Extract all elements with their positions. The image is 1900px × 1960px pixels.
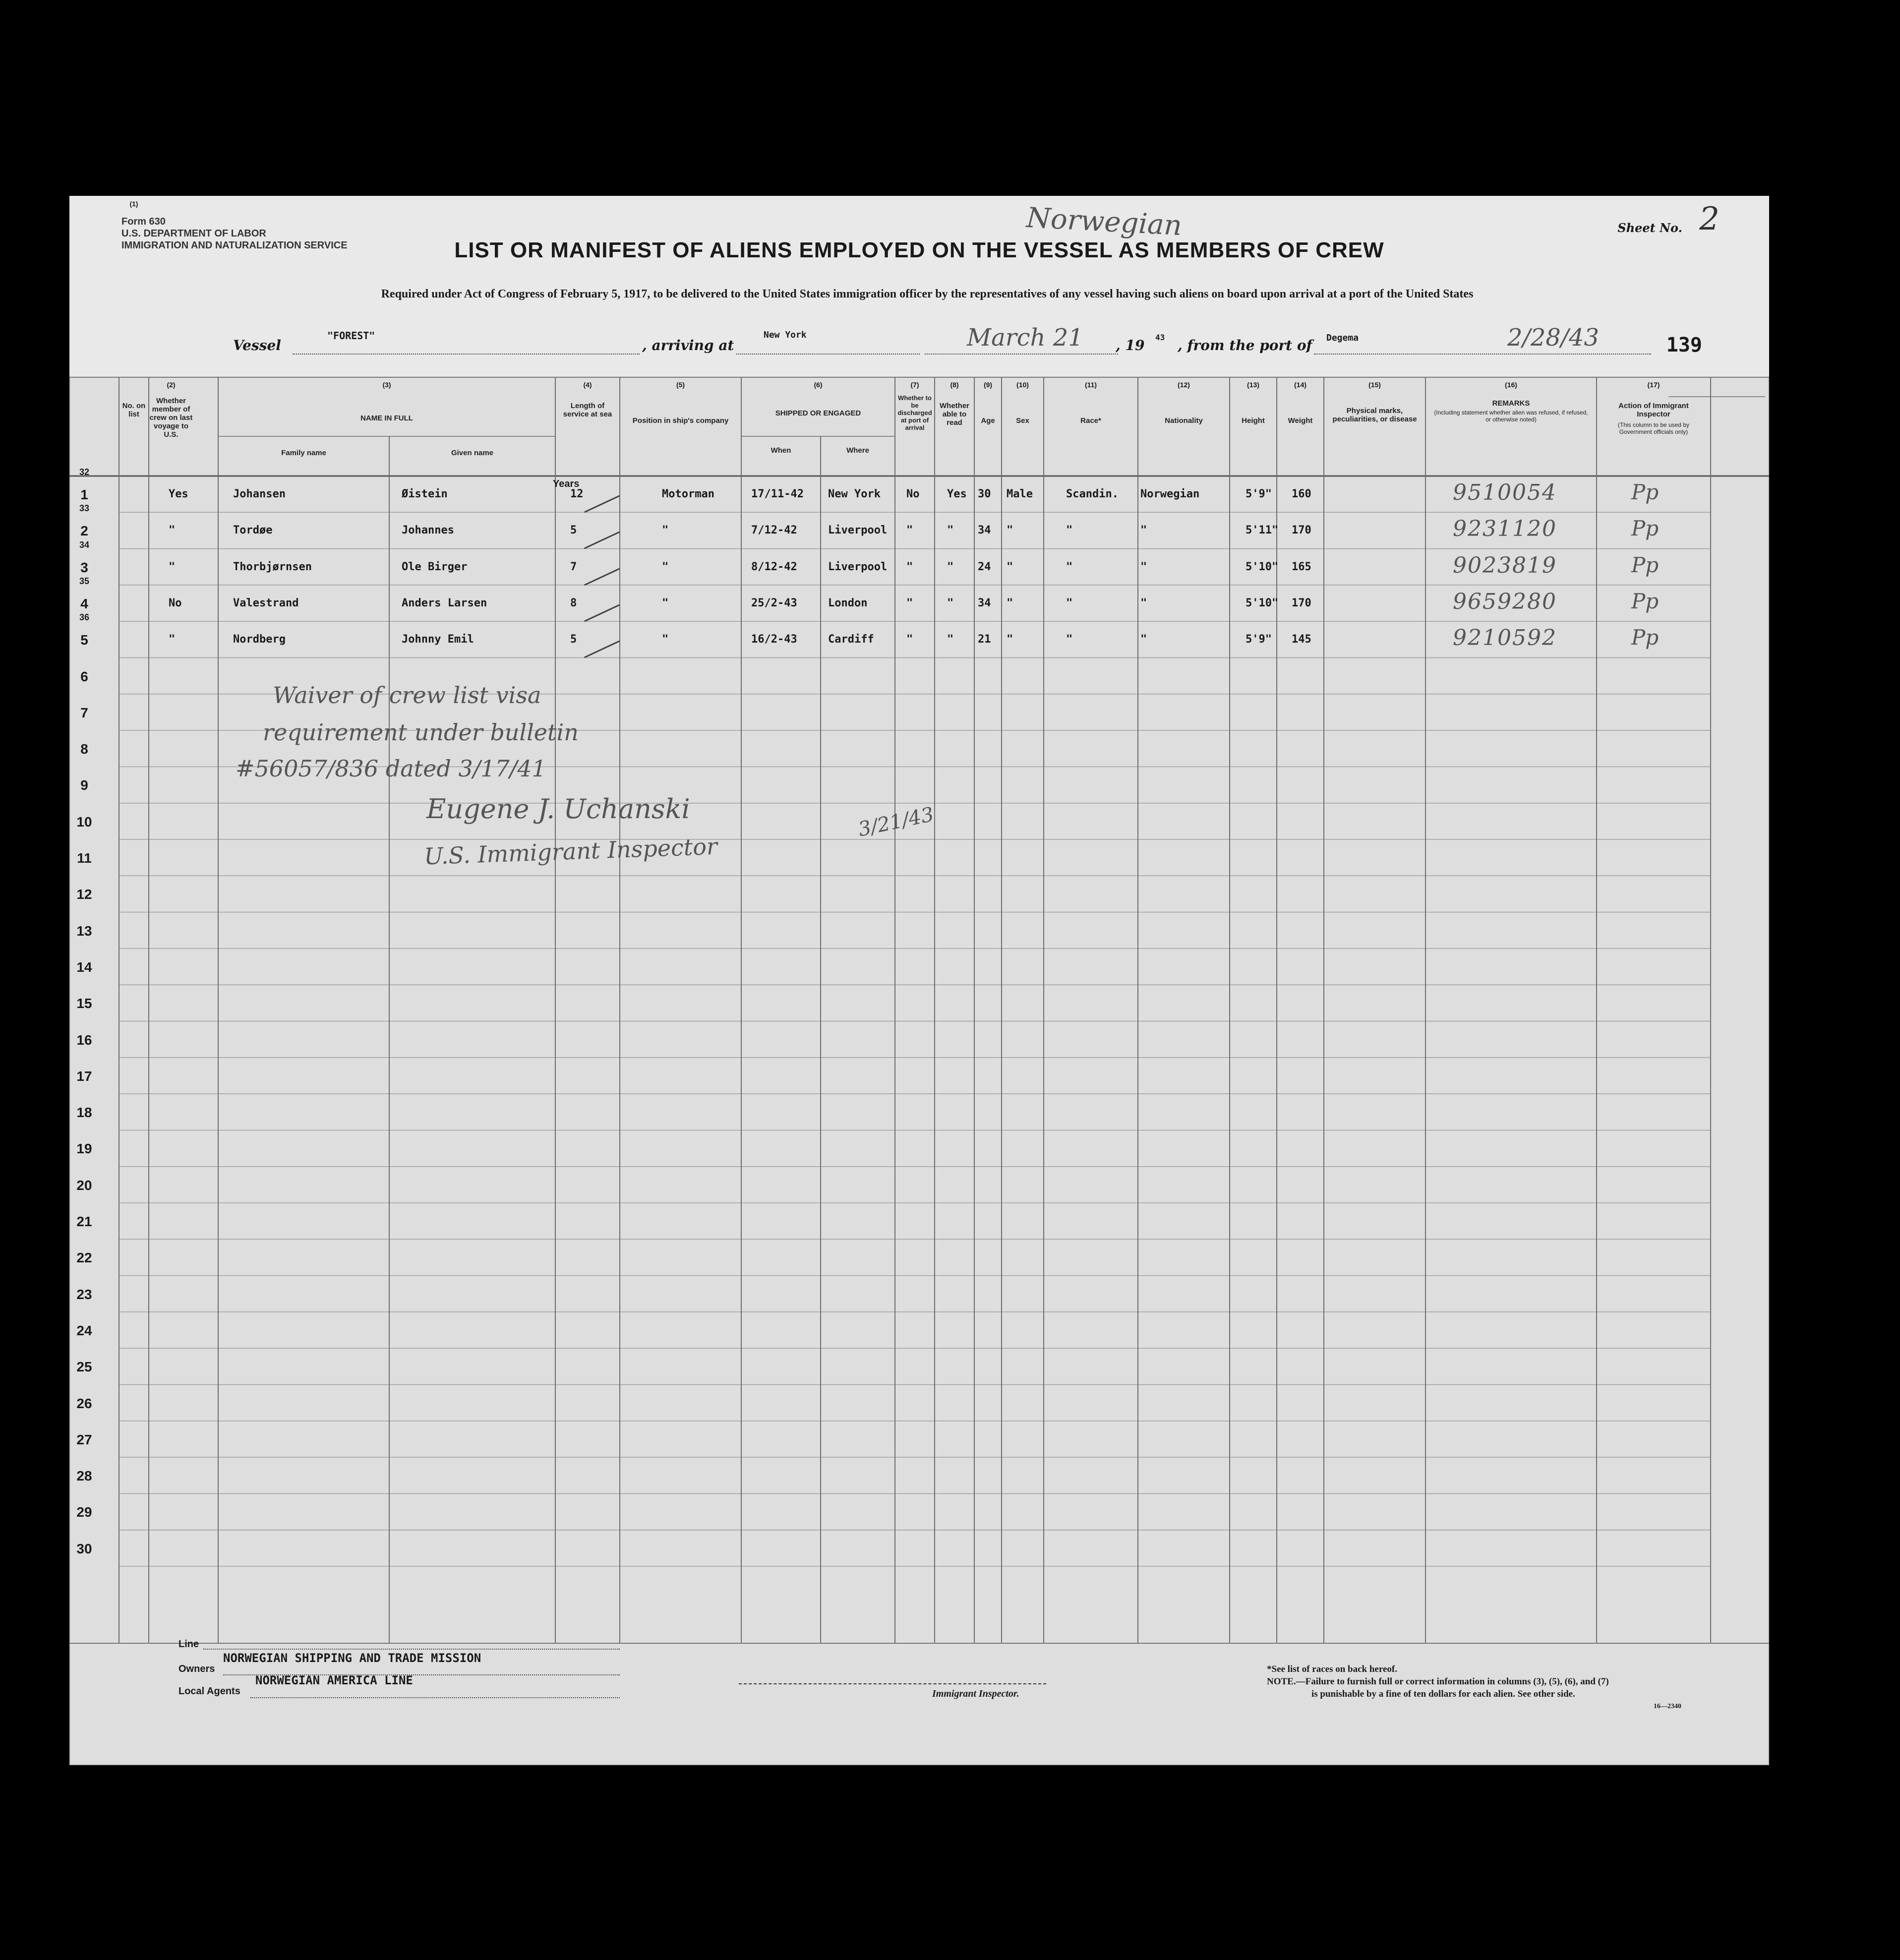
col-header-crew-last-voyage: Whether member of crew on last voyage to U.S.: [149, 397, 193, 439]
row-number: 19: [76, 1141, 92, 1157]
cell-when: 17/11-42: [751, 488, 804, 500]
years-label: Years: [553, 478, 580, 489]
col-num-6: (6): [814, 381, 823, 389]
col-header-name-in-full: NAME IN FULL: [360, 414, 413, 422]
col-num-11: (11): [1084, 381, 1097, 389]
cell-sex: ": [1007, 524, 1013, 537]
row-number: 30: [76, 1541, 92, 1556]
races-note: *See list of races on back hereof.: [1267, 1664, 1397, 1674]
row-number: 16: [76, 1032, 92, 1048]
row-number: 13: [76, 923, 92, 939]
row-number: 10: [76, 814, 92, 830]
cell-sex: ": [1007, 633, 1013, 646]
cell-given: Johannes: [402, 524, 454, 537]
arrival-date: March 21: [967, 324, 1083, 352]
row-number: 12: [76, 887, 92, 902]
col-header-age: Age: [981, 416, 995, 425]
cell-weight: 170: [1292, 596, 1311, 609]
cell-position: ": [662, 633, 669, 646]
row-prev-number: 36: [79, 612, 90, 623]
cell-crew: No: [169, 596, 182, 609]
col-header-when: When: [771, 446, 791, 455]
row-number: 29: [76, 1504, 92, 1520]
cell-family: Thorbjørnsen: [233, 560, 312, 573]
cell-height: 5'10": [1246, 560, 1279, 573]
date-blank: [925, 354, 1118, 355]
cell-nationality: ": [1140, 633, 1147, 646]
col-header-height: Height: [1242, 416, 1265, 425]
cell-position: Motorman: [662, 488, 714, 500]
row-number: 22: [76, 1250, 92, 1266]
col-header-position: Position in ship's company: [632, 416, 729, 425]
cell-when: 16/2-43: [751, 633, 797, 646]
cell-race: Scandin.: [1066, 488, 1119, 500]
cell-discharged: ": [906, 560, 913, 573]
col-header-shipped-or-engaged: SHIPPED OR ENGAGED: [775, 409, 861, 417]
cell-height: 5'9": [1246, 488, 1272, 500]
arriving-blank: [736, 354, 920, 355]
col-header-physical-marks: Physical marks, peculiarities, or disease: [1332, 407, 1417, 423]
inspector-signature-line: [739, 1683, 1046, 1684]
col-num-17: (17): [1647, 381, 1660, 389]
col-header-remarks: REMARKS: [1492, 399, 1530, 408]
cell-discharged: ": [906, 524, 913, 537]
document-subtitle: Required under Act of Congress of February 5, 1917, to be delivered to the United States immigration officer by the representatives of any vessel having such aliens on board upon arrival at a port of the United States: [381, 288, 1474, 300]
cell-family: Nordberg: [233, 633, 286, 646]
col-num-4: (4): [583, 381, 592, 389]
cell-discharged: ": [906, 596, 913, 609]
row-prev-number: 35: [79, 576, 90, 586]
cell-age: 21: [978, 633, 991, 646]
cell-race: ": [1066, 560, 1073, 573]
col-header-sex: Sex: [1016, 416, 1029, 425]
from-port-blank: [1314, 354, 1651, 355]
sheet-number-label: Sheet No.: [1617, 221, 1682, 235]
col-header-family-name: Family name: [281, 449, 326, 457]
cell-nationality: ": [1140, 560, 1147, 573]
year-prefix: , 19: [1116, 337, 1145, 354]
inspector-action: Pp: [1631, 625, 1659, 650]
row-number: 26: [76, 1395, 92, 1411]
cell-given: Anders Larsen: [402, 596, 487, 609]
cell-age: 34: [978, 596, 991, 609]
cell-position: ": [662, 560, 669, 573]
waiver-date: 3/21/43: [856, 803, 936, 841]
col-num-13: (13): [1247, 381, 1259, 389]
local-agents-blank: [250, 1697, 620, 1698]
col-num-14: (14): [1294, 381, 1306, 389]
cell-discharged: No: [906, 488, 920, 500]
remark-number: 9659280: [1453, 589, 1557, 614]
cell-sex: ": [1007, 596, 1013, 609]
waiver-line-3: #56057/836 dated 3/17/41: [236, 755, 546, 782]
col-num-16: (16): [1505, 381, 1517, 389]
col-num-12: (12): [1178, 381, 1190, 389]
penalty-note-cont: is punishable by a fine of ten dollars for each alien. See other side.: [1311, 1689, 1575, 1699]
cell-service: 8: [570, 596, 577, 609]
handwritten-nationality: Norwegian: [1025, 201, 1183, 242]
from-port: Degema: [1326, 333, 1359, 343]
inspector-action: Pp: [1631, 516, 1659, 541]
row-number: 7: [80, 705, 88, 720]
local-agents-label: Local Agents: [178, 1686, 240, 1697]
row-number: 5: [80, 632, 88, 648]
arriving-label: , arriving at: [642, 337, 734, 354]
cell-weight: 145: [1292, 633, 1311, 646]
line-value: NORWEGIAN SHIPPING AND TRADE MISSION: [223, 1651, 481, 1665]
cell-discharged: ": [906, 633, 913, 646]
vessel-blank: [293, 354, 640, 355]
from-port-label: , from the port of: [1178, 337, 1312, 354]
cell-service: 5: [570, 633, 577, 646]
service-name: IMMIGRATION AND NATURALIZATION SERVICE: [121, 240, 348, 251]
inspector-signature: Eugene J. Uchanski: [426, 793, 690, 825]
cell-read: ": [947, 633, 954, 646]
col-header-no-on-list: No. on list: [122, 402, 146, 418]
cell-when: 25/2-43: [751, 596, 797, 609]
col-num-2: (2): [167, 381, 176, 389]
local-agents-value: NORWEGIAN AMERICA LINE: [255, 1673, 413, 1687]
col-num-7: (7): [910, 381, 919, 389]
form-number: Form 630: [121, 216, 166, 227]
vessel-label: Vessel: [233, 337, 281, 354]
line-blank: [203, 1649, 620, 1650]
col-header-length-of-service: Length of service at sea: [563, 402, 612, 418]
col-header-where: Where: [846, 446, 869, 455]
cell-nationality: ": [1140, 524, 1147, 537]
cell-given: Ole Birger: [402, 560, 468, 573]
cell-where: Liverpool: [828, 524, 888, 537]
row-number: 11: [77, 850, 92, 866]
cell-nationality: ": [1140, 596, 1147, 609]
waiver-line-1: Waiver of crew list visa: [273, 682, 541, 709]
waiver-line-2: requirement under bulletin: [263, 719, 579, 746]
year-value: 43: [1155, 333, 1165, 342]
handwritten-departure-date: 2/28/43: [1507, 324, 1600, 352]
col-header-race: Race*: [1080, 416, 1101, 425]
row-number: 14: [76, 959, 92, 975]
cell-race: ": [1066, 524, 1073, 537]
cell-age: 30: [978, 488, 991, 500]
cell-given: Johnny Emil: [402, 633, 474, 646]
cell-read: ": [947, 524, 954, 537]
cell-when: 7/12-42: [751, 524, 797, 537]
col-header-inspector-note: (This column to be used by Government officials only): [1617, 421, 1690, 435]
cell-weight: 165: [1292, 560, 1311, 573]
cell-weight: 170: [1292, 524, 1311, 537]
cell-sex: ": [1007, 560, 1013, 573]
cell-race: ": [1066, 633, 1073, 646]
document-title: LIST OR MANIFEST OF ALIENS EMPLOYED ON THE VESSEL AS MEMBERS OF CREW: [454, 238, 1384, 262]
col-num-10: (10): [1016, 381, 1029, 389]
row-number: 28: [76, 1468, 92, 1484]
cell-height: 5'9": [1246, 633, 1272, 646]
row-number: 1: [80, 487, 88, 502]
row-number: 9: [80, 777, 88, 793]
row-number: 4: [80, 595, 88, 611]
cell-read: Yes: [947, 488, 967, 500]
row-number: 3: [80, 559, 88, 575]
col-num-5: (5): [676, 381, 685, 389]
owners-label: Owners: [178, 1663, 215, 1674]
cell-race: ": [1066, 596, 1073, 609]
department-name: U.S. DEPARTMENT OF LABOR: [121, 228, 266, 239]
cell-service: 12: [570, 488, 584, 500]
row-number: 20: [76, 1177, 92, 1193]
cell-where: London: [828, 596, 868, 609]
cell-age: 24: [978, 560, 991, 573]
row-number: 23: [76, 1286, 92, 1302]
inspector-title: U.S. Immigrant Inspector: [423, 832, 718, 870]
inspector-action: Pp: [1631, 589, 1659, 613]
inspector-label: Immigrant Inspector.: [932, 1688, 1019, 1699]
row-number: 15: [76, 996, 92, 1011]
row-number: 8: [80, 741, 88, 757]
page-number: 139: [1666, 334, 1702, 356]
cell-weight: 160: [1292, 488, 1311, 500]
cell-age: 34: [978, 524, 991, 537]
cell-crew: ": [169, 560, 176, 573]
manifest-sheet: [69, 196, 1769, 1765]
cell-read: ": [947, 560, 954, 573]
row-number: 18: [76, 1105, 92, 1121]
form-code: 16—2340: [1654, 1703, 1681, 1710]
cell-read: ": [947, 596, 954, 609]
col-header-given-name: Given name: [451, 449, 494, 457]
row-number: 24: [76, 1322, 92, 1338]
col-num-8: (8): [950, 381, 959, 389]
col-header-inspector-action: Action of Immigrant Inspector: [1618, 402, 1689, 418]
remark-number: 9510054: [1453, 480, 1557, 505]
vessel-name: "FOREST": [327, 330, 375, 342]
col-header-discharged: Whether to be discharged at port of arrival: [897, 394, 932, 431]
col-header-nationality: Nationality: [1165, 416, 1203, 425]
cell-position: ": [662, 524, 669, 537]
cell-family: Johansen: [233, 488, 286, 500]
col-header-able-to-read: Whether able to read: [940, 402, 969, 427]
row-prev-number: 34: [79, 539, 90, 550]
cell-family: Valestrand: [233, 596, 299, 609]
cell-where: Liverpool: [828, 560, 888, 573]
row-number: 6: [80, 668, 88, 684]
cell-service: 7: [570, 560, 577, 573]
cell-where: New York: [828, 488, 881, 500]
cell-given: Øistein: [402, 488, 448, 500]
cell-position: ": [662, 596, 669, 609]
line-label: Line: [178, 1639, 199, 1650]
cell-height: 5'10": [1246, 596, 1279, 609]
col-num-9: (9): [983, 381, 993, 389]
row-number: 17: [76, 1068, 92, 1084]
remark-number: 9231120: [1453, 516, 1557, 542]
cell-family: Tordøe: [233, 524, 273, 537]
col-num-1: (1): [129, 200, 138, 208]
col-num-15: (15): [1368, 381, 1381, 389]
col-header-remarks-note: (Including statement whether alien was refused, if refused, or otherwise noted): [1434, 409, 1588, 423]
col-num-3: (3): [382, 381, 391, 389]
remark-number: 9023819: [1453, 552, 1557, 578]
inspector-action: Pp: [1631, 480, 1659, 504]
cell-sex: Male: [1007, 488, 1033, 500]
sheet-number: 2: [1699, 201, 1720, 238]
cell-crew: Yes: [169, 488, 188, 500]
cell-nationality: Norwegian: [1140, 488, 1200, 500]
row-number: 25: [76, 1359, 92, 1375]
cell-height: 5'11": [1246, 524, 1279, 537]
row-prev-number: 33: [79, 503, 90, 514]
cell-where: Cardiff: [828, 633, 874, 646]
arriving-port: New York: [764, 330, 807, 340]
cell-when: 8/12-42: [751, 560, 797, 573]
penalty-note: NOTE.—Failure to furnish full or correct information in columns (3), (5), (6), and (7): [1267, 1676, 1609, 1687]
col-header-weight: Weight: [1288, 416, 1313, 425]
row-prev-number: 32: [79, 467, 90, 477]
remark-number: 9210592: [1453, 625, 1557, 651]
inspector-action: Pp: [1631, 552, 1659, 577]
row-number: 2: [80, 523, 88, 539]
cell-crew: ": [169, 633, 176, 646]
row-number: 21: [76, 1214, 92, 1229]
row-number: 27: [76, 1431, 92, 1447]
cell-service: 5: [570, 524, 577, 537]
cell-crew: ": [169, 524, 176, 537]
